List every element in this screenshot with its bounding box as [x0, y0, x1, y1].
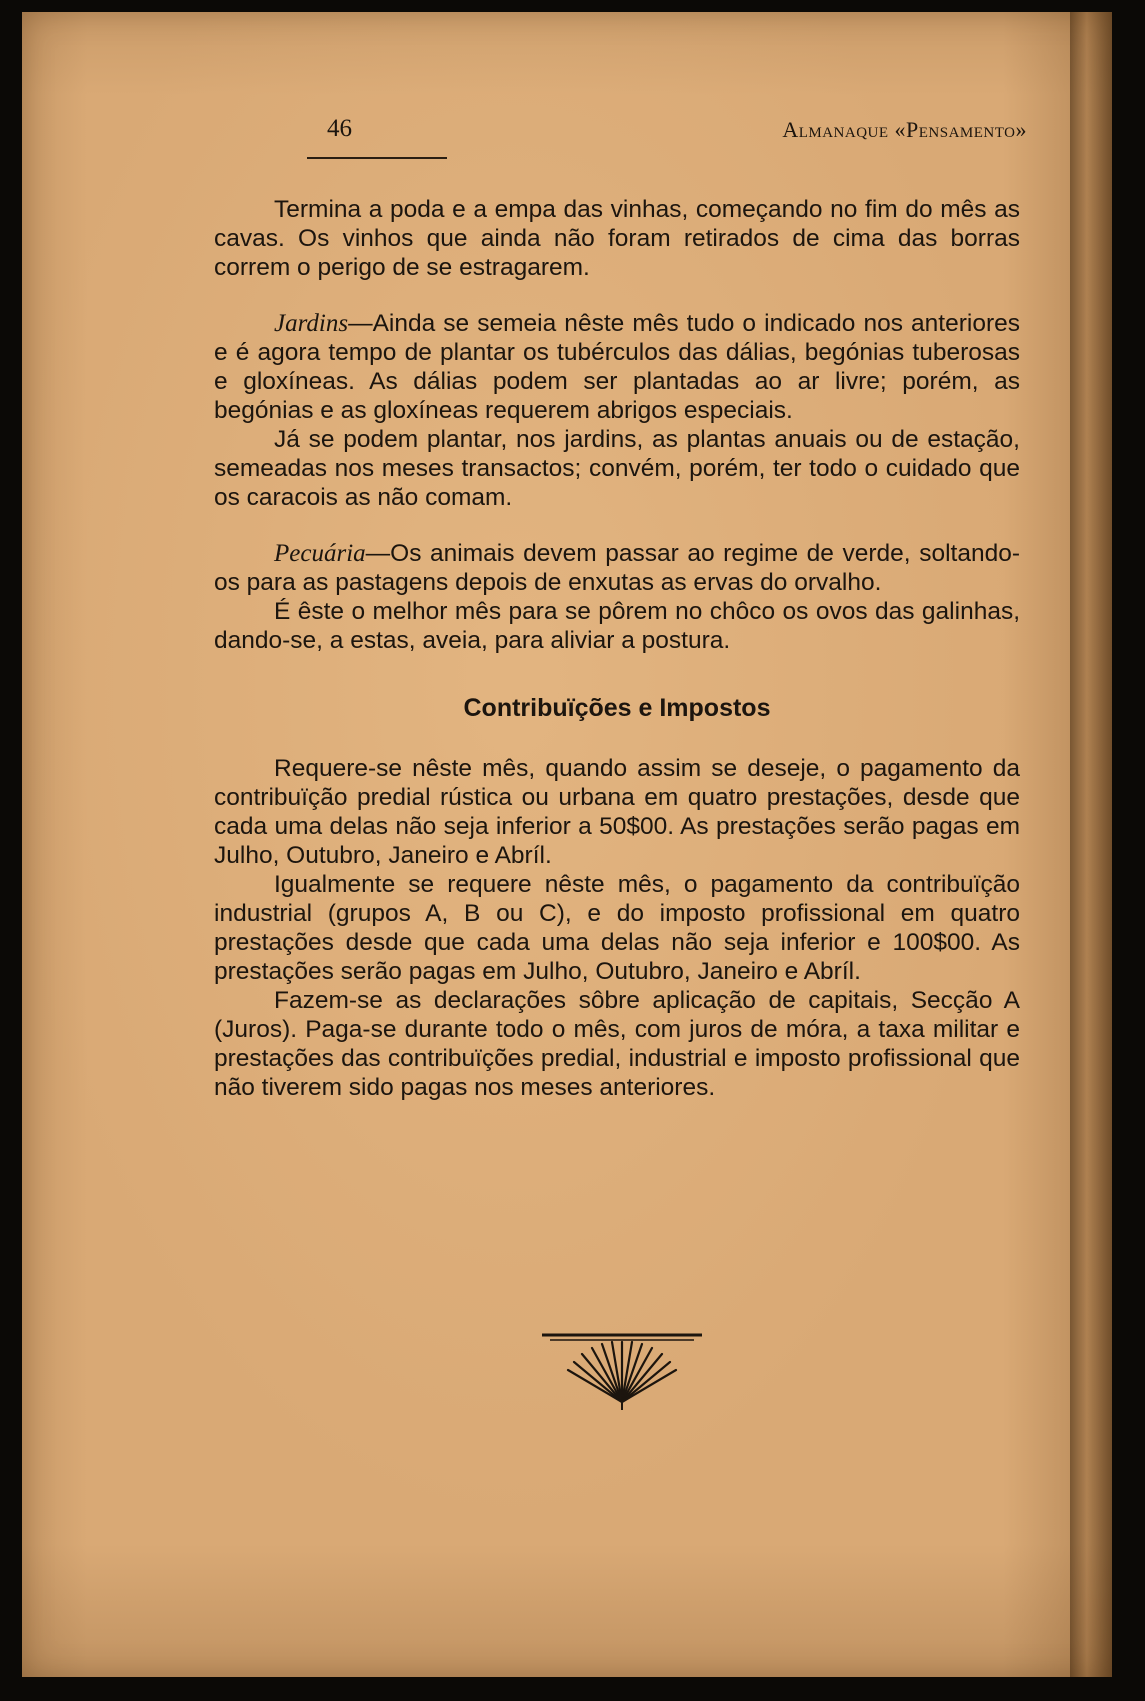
- taxes-paragraph-2: Igualmente se requere nêste mês, o pagamento da contribuïção industrial (grupos A, B ou C), e do imposto profissional em quatro prestações desde que cada uma delas não seja inferior e 100$00. As prestações serão pagas em Julho, Outubro, Janeiro e Abríl.: [214, 871, 1020, 985]
- livestock-paragraph-2: É êste o melhor mês para se pôrem no chôco os ovos das galinhas, dando-se, a estas, aveia, para aliviar a postura.: [214, 598, 1020, 654]
- taxes-paragraph-3: Fazem-se as declarações sôbre aplicação de capitais, Secção A (Juros). Paga-se durante todo o mês, com juros de móra, a taxa militar e prestações das contribuïções predial, industrial e imposto profissional que não tiverem sido pagas nos meses anteriores.: [214, 987, 1020, 1101]
- page-spine-shadow: [1070, 12, 1112, 1677]
- page-body: [214, 195, 1020, 1102]
- header-rule: [307, 157, 447, 159]
- sunburst-ornament-icon: [542, 1332, 702, 1412]
- book-page: [22, 12, 1112, 1677]
- taxes-heading: Contribuïções e Impostos: [463, 694, 771, 722]
- running-title: Almanaque «Pensamento»: [782, 117, 1027, 142]
- gardens-label: Jardins: [274, 310, 349, 337]
- livestock-label: Pecuária: [274, 540, 366, 567]
- page-header: [307, 115, 1027, 145]
- taxes-paragraph-1: Requere-se nêste mês, quando assim se deseje, o pagamento da contribuïção predial rústica ou urbana em quatro prestações, desde que cada uma delas não seja inferior a 50$00. As prestações serão pagas em Julho, Outubro, Janeiro e Abríl.: [214, 755, 1020, 869]
- livestock-paragraph: [214, 539, 1020, 597]
- gardens-paragraph-2: Já se podem plantar, nos jardins, as plantas anuais ou de estação, semeadas nos meses transactos; convém, porém, ter todo o cuidado que os caracois as não comam.: [214, 426, 1020, 511]
- gardens-paragraph: [214, 309, 1020, 425]
- livestock-text: —Os animais devem passar ao regime de verde, soltando-os para as pastagens depois de enxutas as ervas do orvalho.: [214, 540, 1020, 596]
- gardens-text: —Ainda se semeia nêste mês tudo o indicado nos anteriores e é agora tempo de plantar os tubérculos das dálias, begónias tuberosas e gloxíneas. As dálias podem ser plantadas ao ar livre; porém, as begónias e as gloxíneas requerem abrigos especiais.: [214, 310, 1020, 424]
- vineyards-paragraph: Termina a poda e a empa das vinhas, começando no fim do mês as cavas. Os vinhos que ainda não foram retirados de cima das borras correm o perigo de se estragarem.: [214, 196, 1020, 281]
- page-number: 46: [327, 115, 352, 142]
